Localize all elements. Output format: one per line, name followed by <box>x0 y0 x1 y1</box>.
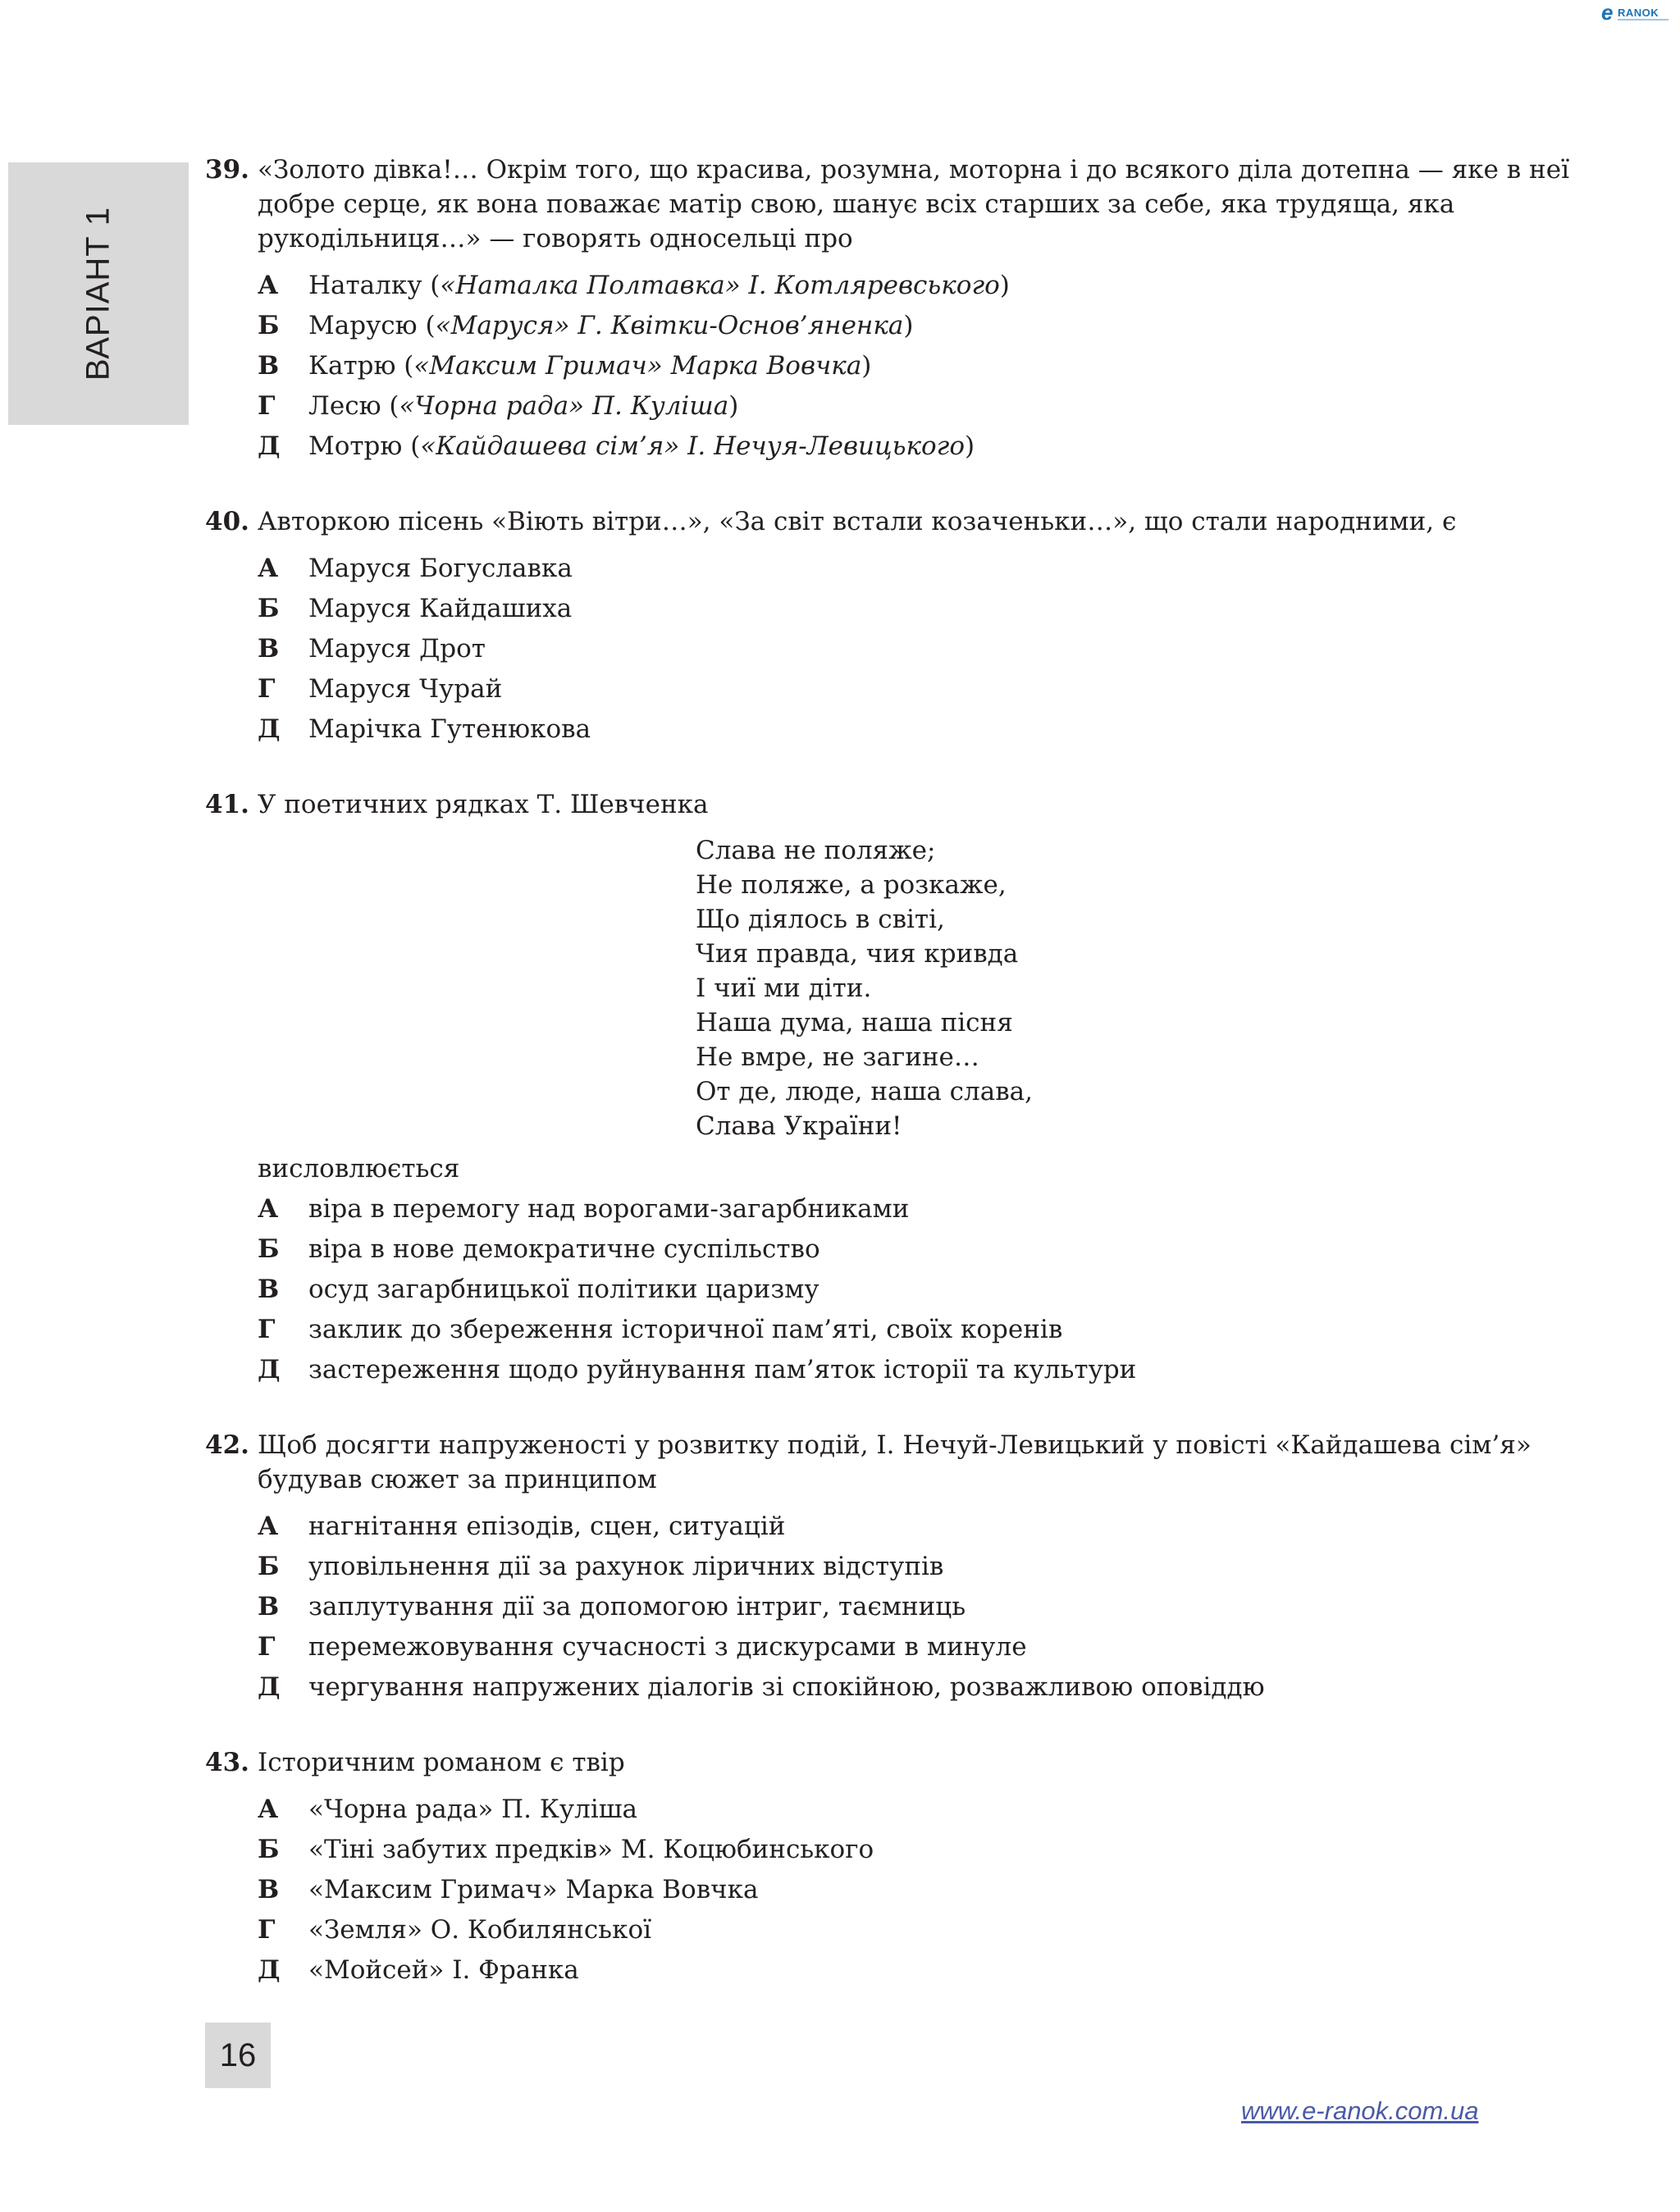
questions-content <box>205 153 1608 1991</box>
question-text: У поетичних рядках Т. Шевченка <box>258 790 709 819</box>
option-letter: А <box>258 271 279 300</box>
answer-option-h[interactable]: Г перемежовування сучасності з дискурсами в минуле <box>258 1627 1608 1667</box>
option-letter: Г <box>258 1315 276 1344</box>
publisher-logo <box>1600 0 1675 25</box>
question-text: «Золото дівка!… Окрім того, що красива, розумна, моторна і до всякого діла дотепна — яке в неї добре серце, як вона поважає матір свою, шанує всіх старших за себе, яка трудяща, яка рукодільниця…» — говорять односельці про <box>258 155 1569 253</box>
option-letter: Б <box>258 594 280 623</box>
option-letter: В <box>258 351 280 381</box>
question-number: 41. <box>205 790 249 819</box>
answer-option-b[interactable]: Б Маруся Кайдашиха <box>258 589 1608 629</box>
question-42 <box>205 1428 1608 1708</box>
option-letter: А <box>258 554 279 583</box>
option-letter: Д <box>258 714 281 744</box>
option-letter: Б <box>258 1835 280 1864</box>
question-number: 42. <box>205 1430 249 1460</box>
answer-option-b[interactable]: Б «Тіні забутих предків» М. Коцюбинського <box>258 1830 1608 1870</box>
poem-line: Слава не поляже; <box>696 836 936 865</box>
poem-line: Що діялось в світі, <box>696 905 945 934</box>
publisher-url-link[interactable]: www.e-ranok.com.ua <box>1241 2096 1479 2125</box>
option-letter: Б <box>258 1552 280 1581</box>
answer-option-a[interactable]: А «Чорна рада» П. Куліша <box>258 1790 1608 1830</box>
poem-line: Не вмре, не загине… <box>696 1042 979 1072</box>
answer-option-h[interactable]: Г Лесю («Чорна рада» П. Куліша) <box>258 386 1608 426</box>
answer-option-b[interactable]: Б Марусю («Маруся» Г. Квітки-Основ’яненка) <box>258 306 1608 346</box>
page-number: 16 <box>219 2037 257 2073</box>
option-letter: Д <box>258 1672 281 1702</box>
option-letter: Д <box>258 431 281 461</box>
answer-option-d[interactable]: Д застереження щодо руйнування пам’яток історії та культури <box>258 1350 1608 1390</box>
answer-options <box>205 1790 1608 1991</box>
question-number: 43. <box>205 1748 249 1777</box>
answer-option-v[interactable]: В осуд загарбницької політики царизму <box>258 1270 1608 1310</box>
option-letter: Г <box>258 674 276 704</box>
answer-option-b[interactable]: Б віра в нове демократичне суспільство <box>258 1229 1608 1270</box>
answer-options <box>205 1189 1608 1390</box>
poem-line: Слава України! <box>696 1111 902 1141</box>
option-letter: А <box>258 1194 279 1224</box>
option-letter: А <box>258 1512 279 1541</box>
answer-options <box>205 1507 1608 1708</box>
question-text: Щоб досягти напруженості у розвитку подій, І. Нечуй-Левицький у повісті «Кайдашева сім’я» будував сюжет за принципом <box>258 1430 1532 1494</box>
poem-line: Чия правда, чия кривда <box>696 939 1019 969</box>
poem-line: От де, люде, наша слава, <box>696 1077 1034 1106</box>
question-text: Історичним романом є твір <box>258 1748 625 1777</box>
logo-underline <box>1618 19 1669 21</box>
answer-option-h[interactable]: Г «Земля» О. Кобилянської <box>258 1910 1608 1950</box>
question-43 <box>205 1745 1608 1991</box>
answer-option-v[interactable]: В Маруся Дрот <box>258 629 1608 669</box>
answer-option-a[interactable]: А Наталку («Наталка Полтавка» І. Котляревського) <box>258 266 1608 306</box>
answer-option-a[interactable]: А нагнітання епізодів, сцен, ситуацій <box>258 1507 1608 1547</box>
question-number: 39. <box>205 155 249 185</box>
poem-excerpt <box>696 833 1608 1143</box>
answer-options <box>205 266 1608 467</box>
answer-option-h[interactable]: Г Маруся Чурай <box>258 669 1608 709</box>
variant-label: ВАРІАНТ 1 <box>80 206 116 381</box>
answer-option-d[interactable]: Д «Мойсей» І. Франка <box>258 1950 1608 1991</box>
answer-option-b[interactable]: Б уповільнення дії за рахунок ліричних відступів <box>258 1547 1608 1587</box>
option-letter: Б <box>258 311 280 340</box>
poem-line: І чиї ми діти. <box>696 974 872 1003</box>
option-letter: Б <box>258 1234 280 1264</box>
answer-option-d[interactable]: Д Мотрю («Кайдашева сім’я» І. Нечуя-Левицького) <box>258 426 1608 467</box>
option-letter: В <box>258 1275 280 1304</box>
question-41 <box>205 787 1608 1390</box>
question-text: Авторкою пісень «Віють вітри…», «За світ встали козаченьки…», що стали народними, є <box>258 507 1457 536</box>
option-letter: Д <box>258 1355 281 1384</box>
option-letter: В <box>258 1592 280 1621</box>
option-letter: Г <box>258 391 276 421</box>
logo-e-icon: e <box>1601 0 1614 25</box>
answer-option-v[interactable]: В «Максим Гримач» Марка Вовчка <box>258 1870 1608 1910</box>
option-letter: В <box>258 1875 280 1904</box>
option-letter: А <box>258 1795 279 1824</box>
question-continuation: висловлюється <box>258 1154 460 1184</box>
question-number: 40. <box>205 507 249 536</box>
option-letter: Г <box>258 1632 276 1662</box>
option-letter: Г <box>258 1915 276 1945</box>
poem-line: Наша дума, наша пісня <box>696 1008 1013 1038</box>
answer-option-d[interactable]: Д Марічка Гутенюкова <box>258 709 1608 750</box>
question-40 <box>205 504 1608 750</box>
answer-option-v[interactable]: В заплутування дії за допомогою інтриг, таємниць <box>258 1587 1608 1627</box>
page-number-box <box>205 2023 271 2088</box>
answer-option-v[interactable]: В Катрю («Максим Гримач» Марка Вовчка) <box>258 346 1608 386</box>
poem-line: Не поляже, а розкаже, <box>696 870 1007 900</box>
answer-option-d[interactable]: Д чергування напружених діалогів зі спокійною, розважливою оповіддю <box>258 1667 1608 1708</box>
logo-text: RANOK <box>1618 7 1659 19</box>
option-letter: В <box>258 634 280 664</box>
question-39 <box>205 153 1608 467</box>
option-letter: Д <box>258 1955 281 1985</box>
answer-options <box>205 549 1608 750</box>
answer-option-a[interactable]: А віра в перемогу над ворогами-загарбниками <box>258 1189 1608 1229</box>
answer-option-h[interactable]: Г заклик до збереження історичної пам’яті, своїх коренів <box>258 1310 1608 1350</box>
answer-option-a[interactable]: А Маруся Богуславка <box>258 549 1608 589</box>
variant-side-tab <box>8 162 189 425</box>
